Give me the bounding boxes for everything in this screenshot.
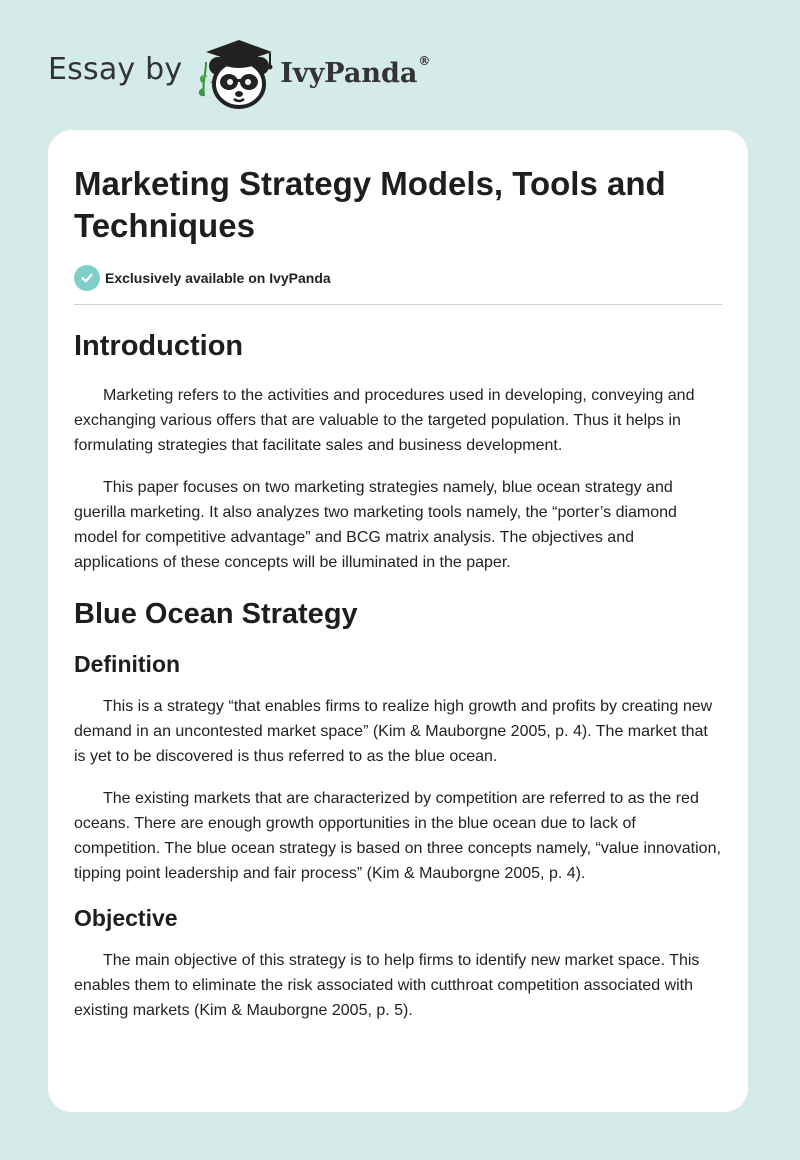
paragraph: This is a strategy “that enables firms to realize high growth and profits by creating new demand in an uncontested market space” (Kim & Mauborgne 2005, p. 4). The market that is yet to be discovered is thus referred to as the blue ocean. <box>74 698 713 765</box>
subsection-heading-objective: Objective <box>74 905 178 931</box>
article-card <box>48 130 748 1112</box>
brand-prefix: Essay by <box>48 51 183 87</box>
subsection-heading-definition: Definition <box>74 651 181 677</box>
section-heading-blue-ocean: Blue Ocean Strategy <box>74 598 358 630</box>
panda-logo-icon[interactable] <box>196 32 278 112</box>
exclusive-label: Exclusively available on IvyPanda <box>105 270 331 286</box>
article-title: Marketing Strategy Models, Tools and Techniques <box>74 165 666 244</box>
paragraph: Marketing refers to the activities and procedures used in developing, conveying and exchanging various offers that are valuable to the targeted population. Thus it helps in formulating strategies that facilitate sales and business development. <box>74 387 695 454</box>
check-icon <box>74 265 100 291</box>
brand-header <box>48 32 430 112</box>
title-divider <box>74 304 722 305</box>
paragraph: This paper focuses on two marketing strategies namely, blue ocean strategy and guerilla marketing. It also analyzes two marketing tools namely, the “porter’s diamond model for competitive advantage” and BCG matrix analysis. The objectives and applications of these concepts will be illuminated in the paper. <box>74 479 677 571</box>
paragraph: The existing markets that are characterized by competition are referred to as the red oceans. There are enough growth opportunities in the blue ocean due to lack of competition. The blue ocean strategy is based on three concepts namely, “value innovation, tipping point leadership and fair process” (Kim & Mauborgne 2005, p. 4). <box>74 790 721 882</box>
registered-mark: ® <box>418 53 431 68</box>
exclusive-badge <box>74 265 722 291</box>
section-heading-introduction: Introduction <box>74 330 244 362</box>
paragraph: The main objective of this strategy is to help firms to identify new market space. This enables them to eliminate the risk associated with cutthroat competition associated with existing markets (Kim & Mauborgne 2005, p. 5). <box>74 952 700 1019</box>
brand-name[interactable]: IvyPanda® <box>280 53 431 89</box>
